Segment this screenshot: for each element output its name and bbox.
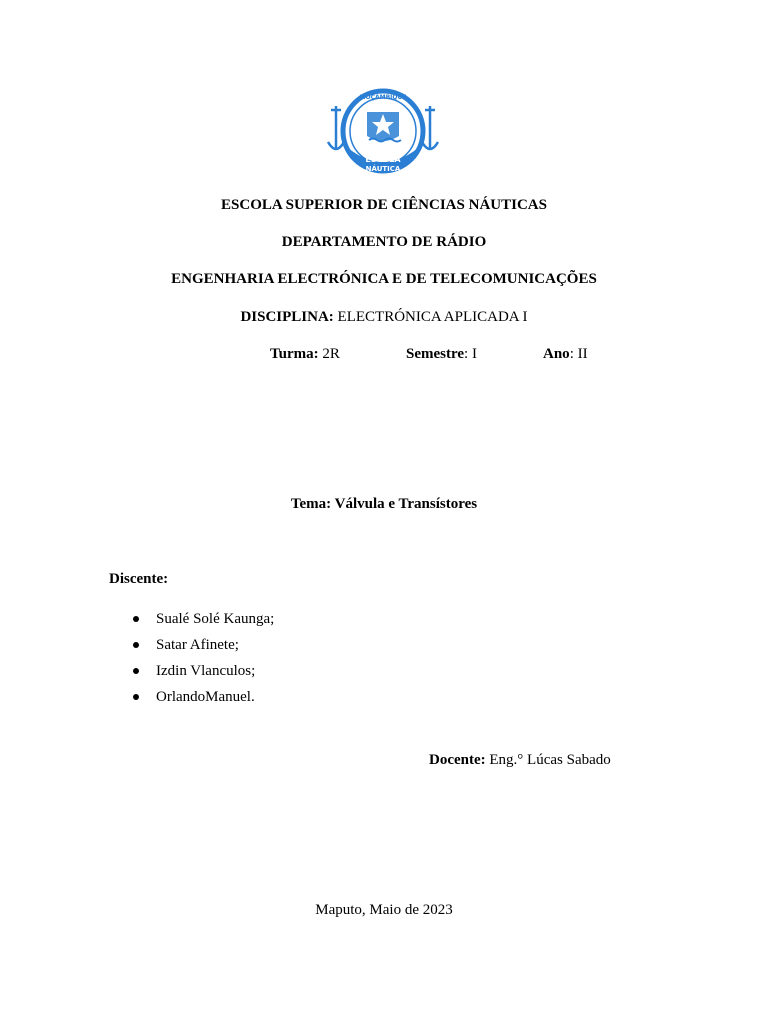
semestre-label: Semestre bbox=[406, 346, 465, 362]
discipline-label: DISCIPLINA: bbox=[240, 309, 334, 325]
logo-bottom-text-1: ESCOLA bbox=[365, 155, 401, 164]
student-name: Satar Afinete; bbox=[156, 637, 239, 653]
teacher-label: Docente: bbox=[429, 752, 486, 768]
logo-bottom-text-2: NÁUTICA bbox=[365, 165, 401, 173]
teacher-value: Eng.° Lúcas Sabado bbox=[485, 752, 611, 768]
list-item bbox=[130, 634, 274, 660]
ano-label: Ano bbox=[543, 346, 570, 362]
ano-value: : II bbox=[569, 346, 588, 362]
semestre-field bbox=[406, 346, 477, 363]
school-name: ESCOLA SUPERIOR DE CIÊNCIAS NÁUTICAS bbox=[221, 197, 547, 213]
list-item bbox=[130, 608, 274, 634]
department-name: DEPARTAMENTO DE RÁDIO bbox=[281, 234, 487, 250]
students-list bbox=[130, 608, 274, 712]
bullet-icon bbox=[133, 694, 139, 700]
student-name: OrlandoManuel. bbox=[156, 689, 255, 705]
bullet-icon bbox=[133, 642, 139, 648]
discipline-value: ELECTRÓNICA APLICADA I bbox=[333, 309, 528, 325]
teacher-line bbox=[429, 752, 611, 769]
turma-label: Turma: bbox=[270, 346, 319, 362]
bullet-icon bbox=[133, 616, 139, 622]
turma-field bbox=[270, 346, 340, 363]
course-name: ENGENHARIA ELECTRÓNICA E DE TELECOMUNICAÇÕES bbox=[171, 271, 597, 287]
list-item bbox=[130, 660, 274, 686]
footer-place-date: Maputo, Maio de 2023 bbox=[315, 902, 453, 918]
student-name: Izdin Vlanculos; bbox=[156, 663, 256, 679]
students-label: Discente: bbox=[109, 571, 169, 587]
logo-top-text: MOÇAMBIQUE bbox=[359, 94, 407, 101]
theme-title: Tema: Válvula e Transístores bbox=[290, 496, 478, 512]
student-name: Sualé Solé Kaunga; bbox=[156, 611, 275, 627]
school-seal-logo bbox=[322, 84, 444, 180]
discipline-line bbox=[0, 309, 768, 326]
ano-field bbox=[543, 346, 588, 363]
semestre-value: : I bbox=[464, 346, 477, 362]
turma-value: 2R bbox=[318, 346, 340, 362]
bullet-icon bbox=[133, 668, 139, 674]
list-item bbox=[130, 686, 274, 712]
